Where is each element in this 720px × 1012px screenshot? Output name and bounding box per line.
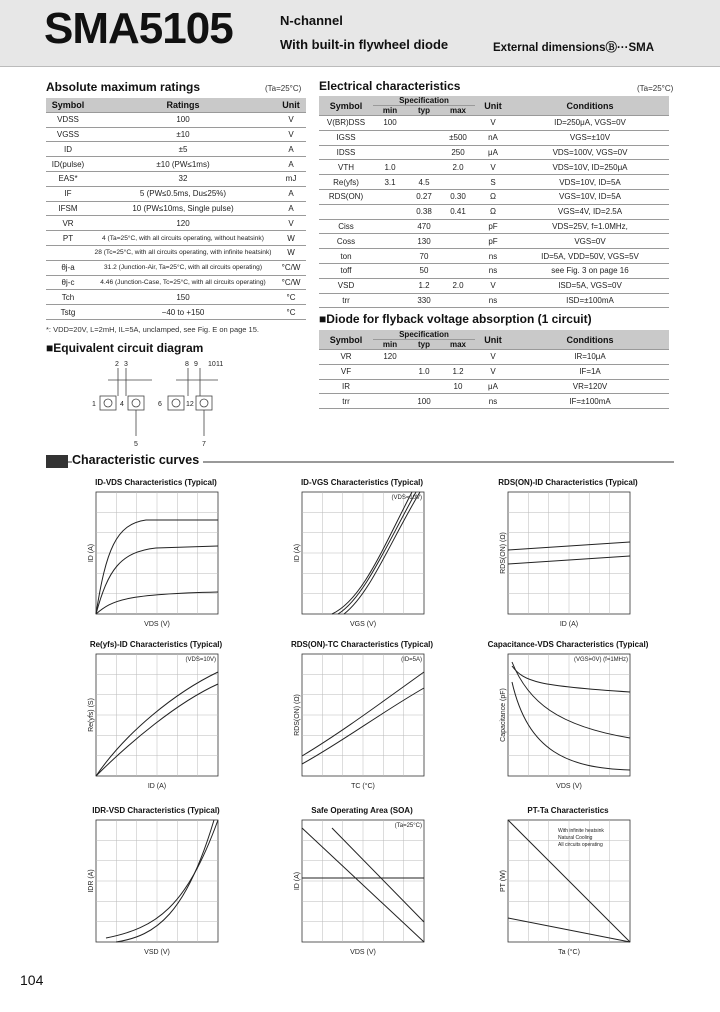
table-cell: VGS=±10V xyxy=(511,130,669,145)
chart-plot xyxy=(498,818,640,956)
table-cell: Ω xyxy=(475,189,511,204)
table-cell: V xyxy=(475,350,511,365)
table-cell: 120 xyxy=(90,216,276,231)
table-row xyxy=(46,260,306,275)
x-axis-label: VDS (V) xyxy=(556,783,582,790)
y-axis-label: ID (A) xyxy=(88,543,95,563)
table-cell: VDSS xyxy=(46,112,90,127)
chart-title: RDS(ON)-ID Characteristics (Typical) xyxy=(498,478,638,487)
external-dimensions: External dimensionsⒷ···SMA xyxy=(493,42,655,54)
equivalent-circuit-diagram xyxy=(90,358,240,448)
curves-title: Characteristic curves xyxy=(72,453,203,467)
table-cell: μA xyxy=(475,379,511,394)
table-cell: pF xyxy=(475,219,511,234)
diode-table xyxy=(319,330,669,409)
table-cell xyxy=(373,204,407,219)
chart-title: RDS(ON)-TC Characteristics (Typical) xyxy=(290,640,434,649)
table-cell: ±5 xyxy=(90,142,276,157)
chart-plot xyxy=(86,652,228,790)
table-cell: mJ xyxy=(276,171,306,186)
data-series-line xyxy=(332,828,424,922)
chart-title: IDR-VSD Characteristics (Typical) xyxy=(92,806,220,815)
x-axis-label: VSD (V) xyxy=(144,949,170,956)
chart-annotation: (VDS=10V) xyxy=(391,495,422,501)
x-axis-label: VDS (V) xyxy=(350,949,376,956)
chart-annotation: (ID=5A) xyxy=(401,657,422,663)
table-cell xyxy=(407,160,441,175)
table-cell: 4.5 xyxy=(407,175,441,190)
col-typ: typ xyxy=(407,340,441,350)
y-axis-label: Re(yfs) (S) xyxy=(88,698,95,732)
table-cell: V(BR)DSS xyxy=(319,116,373,131)
table-row xyxy=(319,189,669,204)
pin-label: 11 xyxy=(216,361,224,368)
table-cell: Re(yfs) xyxy=(319,175,373,190)
table-row xyxy=(319,130,669,145)
table-cell: 150 xyxy=(90,290,276,305)
table-cell: Coss xyxy=(319,234,373,249)
table-cell xyxy=(407,350,441,365)
table-row xyxy=(319,160,669,175)
table-cell: ns xyxy=(475,394,511,409)
table-cell xyxy=(373,293,407,308)
table-cell: 330 xyxy=(407,293,441,308)
table-cell: V xyxy=(475,160,511,175)
table-cell: V xyxy=(276,216,306,231)
table-cell xyxy=(373,130,407,145)
col-max: max xyxy=(441,340,475,350)
table-cell: A xyxy=(276,157,306,172)
table-cell: 130 xyxy=(407,234,441,249)
y-axis-label: Capacitance (pF) xyxy=(500,688,507,742)
table-cell: IGSS xyxy=(319,130,373,145)
table-row xyxy=(46,112,306,127)
chart-annotation: (VGS=0V) (f=1MHz) xyxy=(573,657,628,663)
table-cell: EAS* xyxy=(46,171,90,186)
table-cell: VR xyxy=(46,216,90,231)
table-cell xyxy=(373,189,407,204)
table-cell: A xyxy=(276,142,306,157)
table-cell xyxy=(373,379,407,394)
table-cell: ISD=±100mA xyxy=(511,293,669,308)
table-cell: 470 xyxy=(407,219,441,234)
table-cell: VR xyxy=(319,350,373,365)
table-row xyxy=(46,127,306,142)
chart-title: PT-Ta Characteristics xyxy=(527,806,609,815)
table-row xyxy=(319,293,669,308)
table-cell: 32 xyxy=(90,171,276,186)
table-cell: S xyxy=(475,175,511,190)
table-cell: W xyxy=(276,245,306,260)
pin-label: 5 xyxy=(134,441,138,448)
table-cell: V xyxy=(276,112,306,127)
col-ratings: Ratings xyxy=(90,98,276,112)
table-cell: ton xyxy=(319,249,373,264)
table-cell xyxy=(441,116,475,131)
table-cell: Ciss xyxy=(319,219,373,234)
curves-section-bar xyxy=(46,455,674,468)
table-cell xyxy=(441,249,475,264)
part-number: SMA5105 xyxy=(44,4,233,53)
col-symbol: Symbol xyxy=(46,98,90,112)
table-cell: IF xyxy=(46,186,90,201)
chart-plot xyxy=(498,490,640,628)
table-cell: IR=10μA xyxy=(511,350,669,365)
table-cell: VDS=25V, f=1.0MHz, xyxy=(511,219,669,234)
table-cell: V xyxy=(475,278,511,293)
table-row xyxy=(319,350,669,365)
equiv-title: ■Equivalent circuit diagram xyxy=(46,341,204,355)
table-cell: VTH xyxy=(319,160,373,175)
table-cell: μA xyxy=(475,145,511,160)
data-series-line xyxy=(512,666,630,692)
table-cell: VDS=10V, ID=250μA xyxy=(511,160,669,175)
chart-plot xyxy=(86,490,228,628)
table-cell: VF xyxy=(319,364,373,379)
table-cell: VSD xyxy=(319,278,373,293)
table-cell xyxy=(319,204,373,219)
table-cell xyxy=(373,145,407,160)
chart-title: ID-VDS Characteristics (Typical) xyxy=(95,478,217,487)
table-row xyxy=(46,171,306,186)
table-row xyxy=(319,263,669,278)
pin-label: 10 xyxy=(208,361,216,368)
col-unit: Unit xyxy=(475,330,511,350)
x-axis-label: Ta (°C) xyxy=(558,949,580,956)
table-cell: −40 to +150 xyxy=(90,305,276,320)
table-cell: 2.0 xyxy=(441,278,475,293)
table-cell: 4 (Ta=25°C, with all circuits operating, without heatsink) xyxy=(90,231,276,246)
table-cell xyxy=(373,249,407,264)
table-row xyxy=(46,275,306,290)
y-axis-label: PT (W) xyxy=(500,869,507,893)
table-row xyxy=(46,157,306,172)
pin-label: 3 xyxy=(124,361,128,368)
elec-title: Electrical characteristics xyxy=(319,79,461,93)
table-cell: 1.0 xyxy=(407,364,441,379)
table-cell: 1.2 xyxy=(441,364,475,379)
table-cell: ns xyxy=(475,293,511,308)
chart-title: Re(yfs)-ID Characteristics (Typical) xyxy=(89,640,223,649)
table-cell: θj-c xyxy=(46,275,90,290)
pin-label: 1 xyxy=(92,401,96,408)
table-cell: see Fig. 3 on page 16 xyxy=(511,263,669,278)
pin-label: 7 xyxy=(202,441,206,448)
table-cell: ID=250μA, VGS=0V xyxy=(511,116,669,131)
table-cell: 0.41 xyxy=(441,204,475,219)
y-axis-label: RDS(ON) (Ω) xyxy=(294,694,301,736)
chart-title: ID-VGS Characteristics (Typical) xyxy=(300,478,424,487)
chart-plot xyxy=(86,818,228,956)
page-number: 104 xyxy=(20,972,44,988)
table-cell: 10 xyxy=(441,379,475,394)
pin-label: 2 xyxy=(115,361,119,368)
chart-title: Safe Operating Area (SOA) xyxy=(311,806,413,815)
table-cell: toff xyxy=(319,263,373,278)
elec-condition: (Ta=25°C) xyxy=(637,84,674,93)
col-specification: Specification xyxy=(373,96,475,106)
subtitle-diode: With built-in flywheel diode xyxy=(280,37,449,52)
table-cell: ID xyxy=(46,142,90,157)
table-cell: 100 xyxy=(373,116,407,131)
chart-plot xyxy=(498,652,640,790)
table-cell: 28 (Tc=25°C, with all circuits operating, with infinite heatsink) xyxy=(90,245,276,260)
table-cell: 3.1 xyxy=(373,175,407,190)
table-row xyxy=(46,142,306,157)
col-conditions: Conditions xyxy=(511,330,669,350)
table-row xyxy=(319,116,669,131)
col-max: max xyxy=(441,106,475,116)
table-cell xyxy=(441,175,475,190)
table-cell xyxy=(373,263,407,278)
table-row xyxy=(319,219,669,234)
table-cell: 250 xyxy=(441,145,475,160)
table-cell xyxy=(441,219,475,234)
col-conditions: Conditions xyxy=(511,96,669,116)
table-cell xyxy=(407,145,441,160)
chart-plot xyxy=(292,490,434,628)
table-cell: IF=±100mA xyxy=(511,394,669,409)
table-cell: 5 (PW≤0.5ms, Du≤25%) xyxy=(90,186,276,201)
table-cell xyxy=(373,394,407,409)
table-cell: IFSM xyxy=(46,201,90,216)
table-cell: 2.0 xyxy=(441,160,475,175)
table-cell xyxy=(441,263,475,278)
legend-entry: All circuits operating xyxy=(558,842,603,848)
table-cell: Tch xyxy=(46,290,90,305)
table-cell: 120 xyxy=(373,350,407,365)
table-cell: 0.30 xyxy=(441,189,475,204)
table-row xyxy=(46,201,306,216)
table-cell: VDS=10V, ID=5A xyxy=(511,175,669,190)
col-min: min xyxy=(373,106,407,116)
table-cell: 31.2 (Junction-Air, Ta=25°C, with all circuits operating) xyxy=(90,260,276,275)
pin-label: 4 xyxy=(120,401,124,408)
col-symbol: Symbol xyxy=(319,96,373,116)
table-cell xyxy=(407,379,441,394)
table-cell xyxy=(441,234,475,249)
table-row xyxy=(319,204,669,219)
table-cell: 0.38 xyxy=(407,204,441,219)
x-axis-label: TC (°C) xyxy=(351,783,375,790)
table-cell: ±500 xyxy=(441,130,475,145)
table-cell: W xyxy=(276,231,306,246)
table-cell xyxy=(407,116,441,131)
table-cell: 4.46 (Junction-Case, Tc=25°C, with all circuits operating) xyxy=(90,275,276,290)
table-row xyxy=(319,145,669,160)
table-row xyxy=(46,231,306,246)
table-cell: °C/W xyxy=(276,275,306,290)
table-row xyxy=(46,245,306,260)
pin-label: 9 xyxy=(194,361,198,368)
table-cell: IDSS xyxy=(319,145,373,160)
legend-entry: Natural Cooling xyxy=(558,835,593,841)
table-row xyxy=(319,175,669,190)
table-row xyxy=(319,234,669,249)
table-cell: °C xyxy=(276,290,306,305)
x-axis-label: VGS (V) xyxy=(349,621,377,628)
y-axis-label: ID (A) xyxy=(294,543,301,563)
table-cell xyxy=(373,219,407,234)
table-cell: pF xyxy=(475,234,511,249)
table-cell: nA xyxy=(475,130,511,145)
abs-max-note: *: VDD=20V, L=2mH, IL=5A, unclamped, see Fig. E on page 15. xyxy=(46,325,259,334)
pin-label: 12 xyxy=(186,401,194,408)
diode-title: ■Diode for flyback voltage absorption (1 circuit) xyxy=(319,312,592,326)
table-cell xyxy=(441,394,475,409)
table-cell: A xyxy=(276,186,306,201)
table-cell xyxy=(441,293,475,308)
table-cell: 10 (PW≤10ms, Single pulse) xyxy=(90,201,276,216)
table-row xyxy=(46,305,306,320)
table-cell xyxy=(46,245,90,260)
table-cell: Tstg xyxy=(46,305,90,320)
table-cell: ns xyxy=(475,249,511,264)
table-cell: VGSS xyxy=(46,127,90,142)
table-cell: V xyxy=(475,364,511,379)
table-row xyxy=(319,249,669,264)
col-typ: typ xyxy=(407,106,441,116)
table-cell: ISD=5A, VGS=0V xyxy=(511,278,669,293)
col-min: min xyxy=(373,340,407,350)
table-cell: θj-a xyxy=(46,260,90,275)
x-axis-label: ID (A) xyxy=(559,621,579,628)
pin-label: 6 xyxy=(158,401,162,408)
electrical-table xyxy=(319,96,669,308)
table-cell xyxy=(407,130,441,145)
chart-title: Capacitance-VDS Characteristics (Typical) xyxy=(487,640,649,649)
pin-label: 8 xyxy=(185,361,189,368)
table-cell: 100 xyxy=(407,394,441,409)
table-cell: °C/W xyxy=(276,260,306,275)
table-cell: 0.27 xyxy=(407,189,441,204)
table-row xyxy=(46,216,306,231)
table-cell: ID=5A, VDD=50V, VGS=5V xyxy=(511,249,669,264)
table-cell xyxy=(373,364,407,379)
table-cell xyxy=(373,278,407,293)
table-cell: V xyxy=(475,116,511,131)
table-cell: 100 xyxy=(90,112,276,127)
y-axis-label: IDR (A) xyxy=(88,869,95,893)
abs-max-title: Absolute maximum ratings xyxy=(46,80,201,94)
table-row xyxy=(319,278,669,293)
y-axis-label: RDS(ON) (Ω) xyxy=(500,532,507,574)
table-row xyxy=(319,394,669,409)
table-cell: RDS(ON) xyxy=(319,189,373,204)
table-cell: 1.0 xyxy=(373,160,407,175)
table-cell: ±10 (PW≤1ms) xyxy=(90,157,276,172)
table-cell: A xyxy=(276,201,306,216)
x-axis-label: VDS (V) xyxy=(144,621,170,628)
table-cell: VDS=100V, VGS=0V xyxy=(511,145,669,160)
table-cell: 1.2 xyxy=(407,278,441,293)
col-symbol: Symbol xyxy=(319,330,373,350)
table-cell: VGS=0V xyxy=(511,234,669,249)
chart-annotation: (VDS=10V) xyxy=(185,657,216,663)
table-cell: trr xyxy=(319,394,373,409)
table-row xyxy=(319,364,669,379)
table-cell: 50 xyxy=(407,263,441,278)
col-unit: Unit xyxy=(475,96,511,116)
col-specification: Specification xyxy=(373,330,475,340)
legend-entry: With infinite heatsink xyxy=(558,828,604,834)
table-cell: ID(pulse) xyxy=(46,157,90,172)
table-cell xyxy=(441,350,475,365)
table-cell: trr xyxy=(319,293,373,308)
x-axis-label: ID (A) xyxy=(147,783,167,790)
section-marker xyxy=(46,455,68,468)
col-unit: Unit xyxy=(276,98,306,112)
table-cell: Ω xyxy=(475,204,511,219)
table-cell: VR=120V xyxy=(511,379,669,394)
abs-max-condition: (Ta=25°C) xyxy=(265,84,302,93)
chart-plot xyxy=(292,652,434,790)
table-row xyxy=(46,290,306,305)
table-cell: IR xyxy=(319,379,373,394)
table-cell: IF=1A xyxy=(511,364,669,379)
table-cell: V xyxy=(276,127,306,142)
table-cell: ±10 xyxy=(90,127,276,142)
y-axis-label: ID (A) xyxy=(294,871,301,891)
table-cell: 70 xyxy=(407,249,441,264)
table-cell xyxy=(373,234,407,249)
header-band xyxy=(0,0,720,67)
table-cell: °C xyxy=(276,305,306,320)
table-cell: ns xyxy=(475,263,511,278)
chart-plot xyxy=(292,818,434,956)
chart-annotation: (Ta=25°C) xyxy=(394,823,422,829)
table-cell: VGS=4V, ID=2.5A xyxy=(511,204,669,219)
table-row xyxy=(46,186,306,201)
subtitle-channel: N-channel xyxy=(280,13,343,28)
data-series-line xyxy=(512,682,630,770)
table-cell: VGS=10V, ID=5A xyxy=(511,189,669,204)
table-row xyxy=(319,379,669,394)
abs-max-table xyxy=(46,98,306,320)
table-cell: PT xyxy=(46,231,90,246)
data-series-line xyxy=(106,820,218,938)
